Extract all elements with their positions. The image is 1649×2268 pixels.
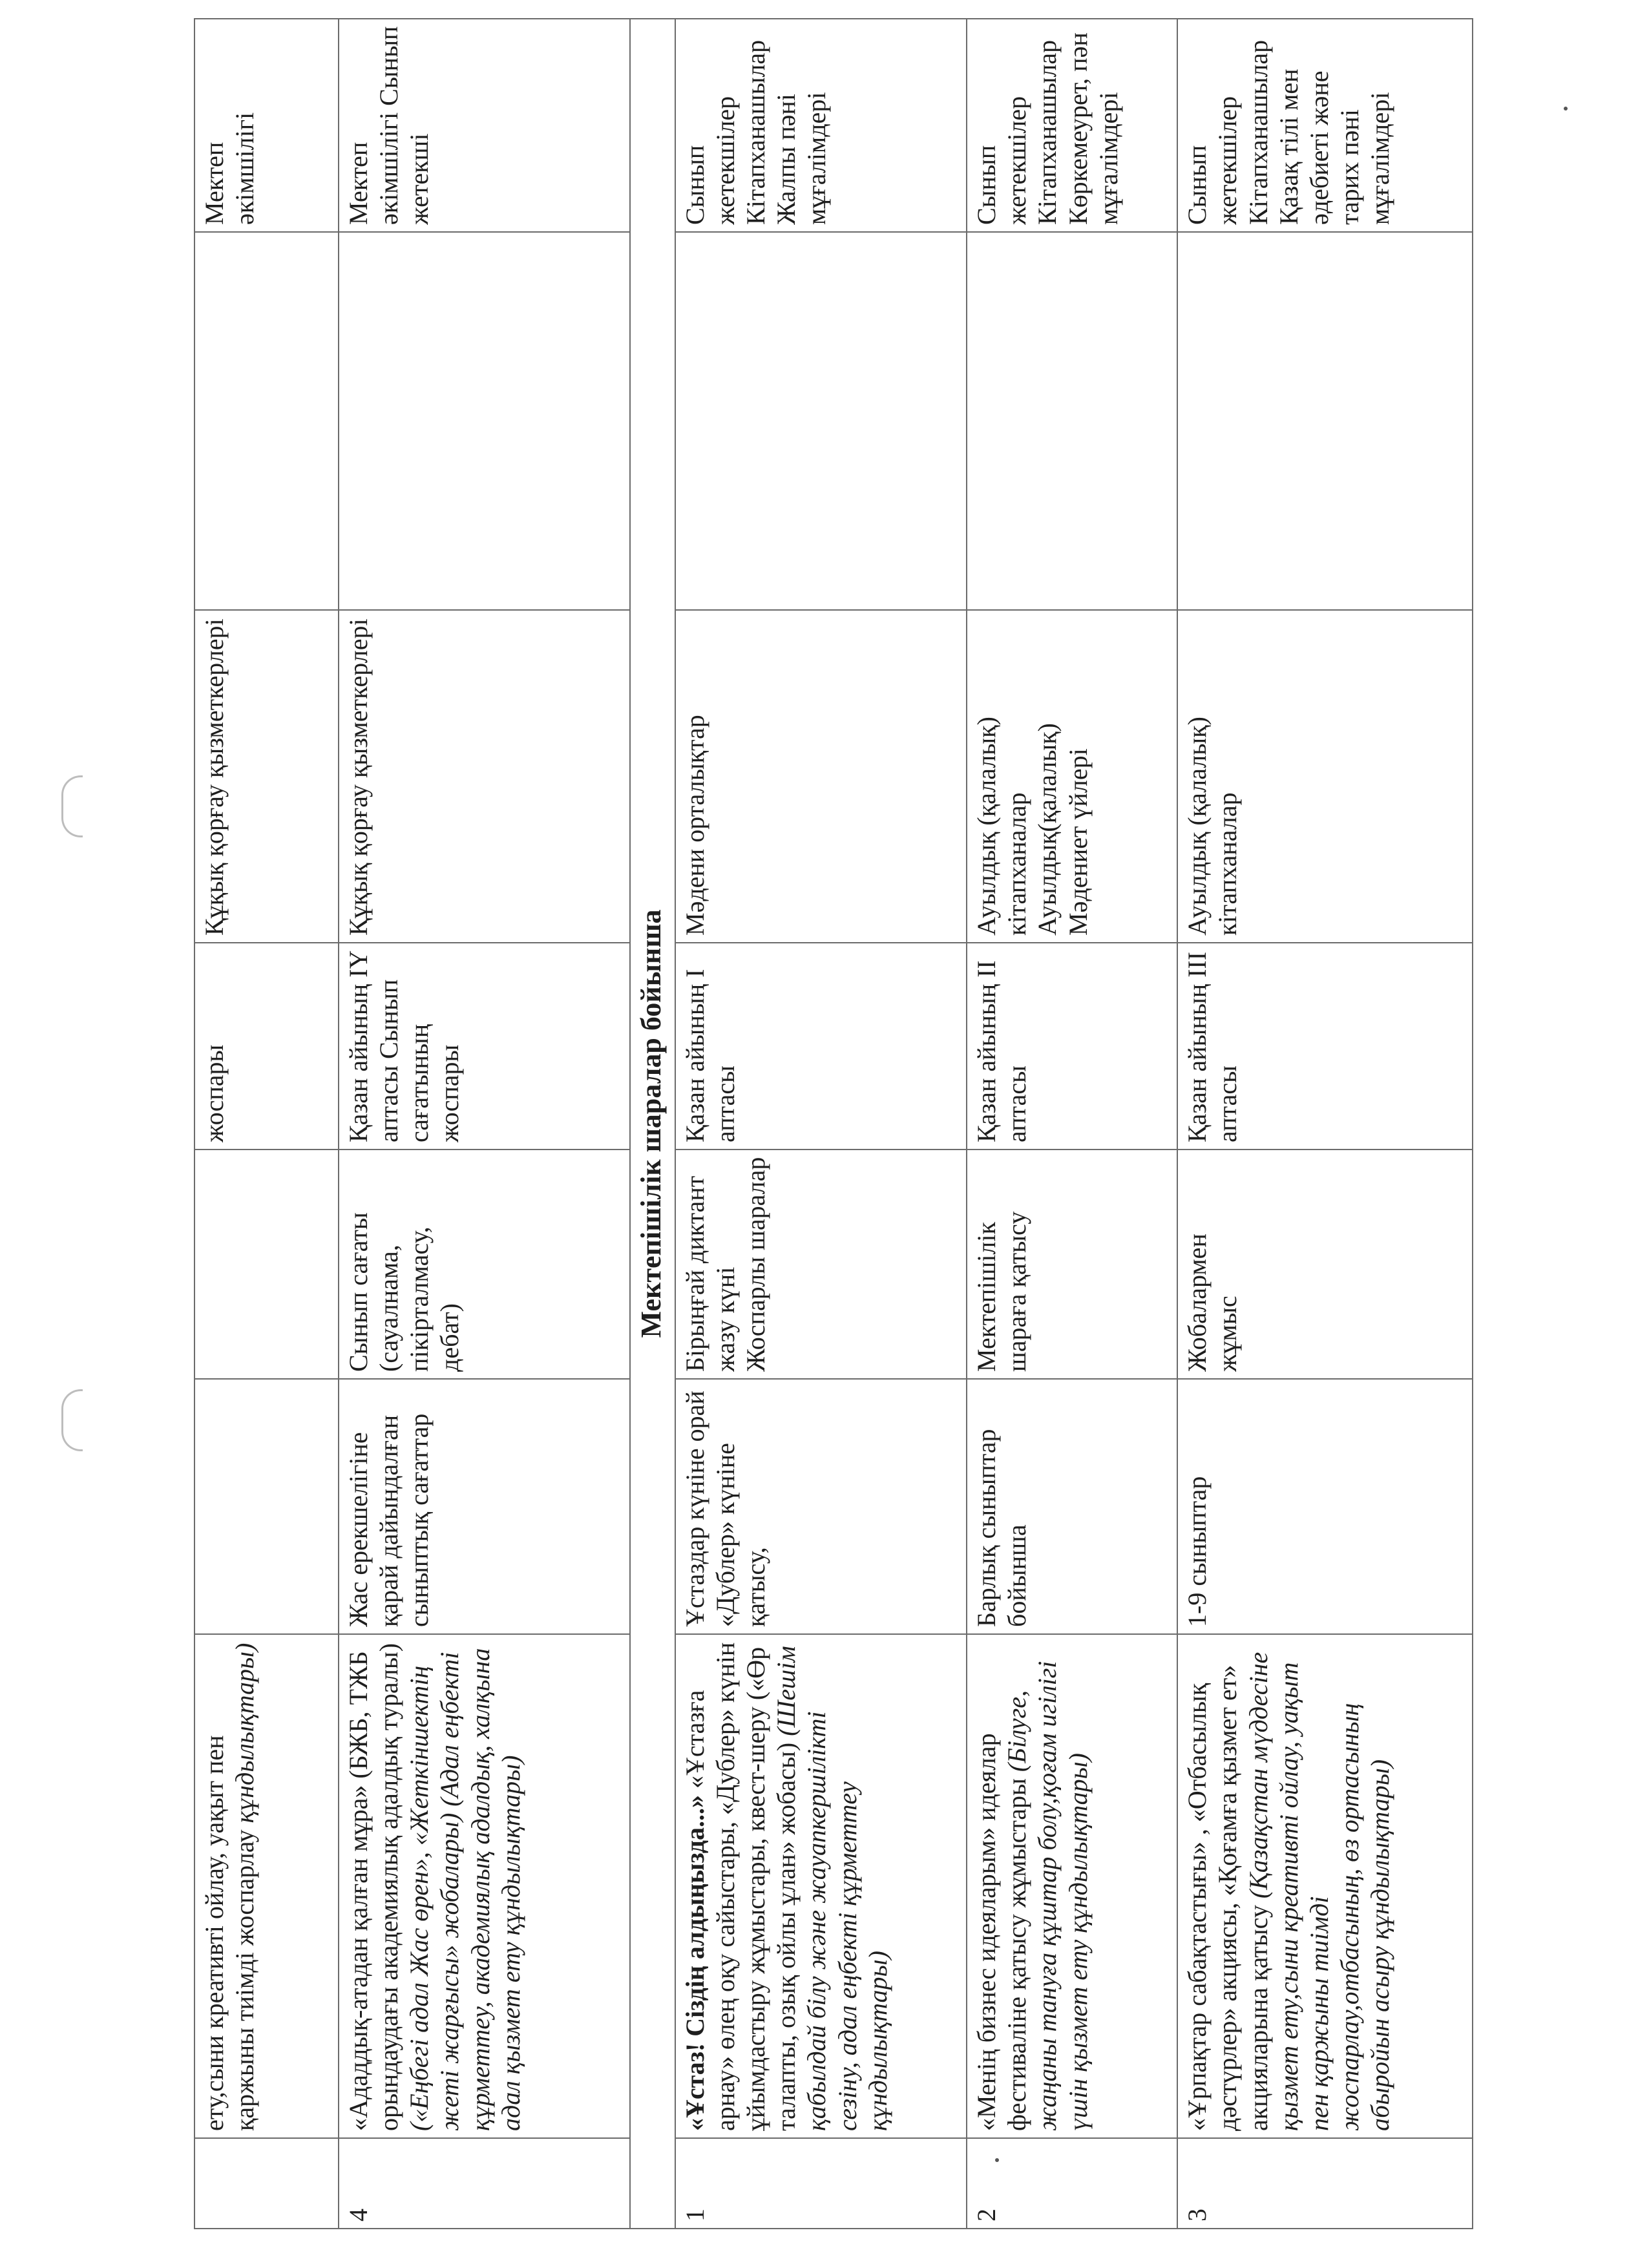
event-values: (Білуге, жаңаны тануға құштар болу,қоғам игілігі үшін қызмет ету құндылықтары) bbox=[1002, 1661, 1093, 2131]
binder-hole-mark bbox=[61, 775, 83, 837]
target-cell: Жас ерекшелігіне қарай дайындалған сыныптық сағаттар bbox=[339, 1379, 630, 1634]
table-row bbox=[194, 19, 339, 2229]
target-cell: Ұстаздар күніне орай «Дублер» күніне қатысу, bbox=[675, 1379, 967, 1634]
responsible-cell: Сынып жетекшілер Кітапханашылар Жалпы пәні мұғалімдері bbox=[675, 19, 967, 232]
time-cell: Қазан айының І аптасы bbox=[675, 943, 967, 1150]
responsible-cell: Мектеп әкімшілігі bbox=[194, 19, 339, 232]
form-cell: Жобалармен жұмыс bbox=[1177, 1150, 1473, 1379]
events-table bbox=[194, 18, 1473, 2229]
form-cell bbox=[194, 1150, 339, 1379]
scan-speck bbox=[1564, 107, 1568, 110]
target-cell: Барлық сыныптар бойынша bbox=[967, 1379, 1177, 1634]
time-cell: Қазан айының ІІІ аптасы bbox=[1177, 943, 1473, 1150]
event-text: «Ұрпақтар сабақтастығы» , «Отбасылық дәстүрлер» акциясы, «Қоғамға қызмет ет» акцияларына қатысу bbox=[1182, 1664, 1273, 2131]
row-number: 3 bbox=[1177, 2138, 1473, 2229]
table-row bbox=[967, 19, 1177, 2229]
time-cell: Қазан айының ІІ аптасы bbox=[967, 943, 1177, 1150]
event-cell bbox=[1177, 1634, 1473, 2138]
empty-cell bbox=[967, 232, 1177, 610]
section-row bbox=[630, 19, 675, 2229]
empty-cell bbox=[1177, 232, 1473, 610]
row-number: 2 bbox=[967, 2138, 1177, 2229]
table-row bbox=[1177, 19, 1473, 2229]
event-title: «Ұстаз! Сіздің алдыңызда...» bbox=[680, 1794, 709, 2131]
partner-cell: Құқық қорғау қызметкерлері bbox=[339, 610, 630, 943]
event-values: құндылықтары) bbox=[230, 1643, 260, 1823]
event-text: «Ұстазға арнау» өлең оқу сайыстары, «Дублер» күнін ұйымдастыру жұмыстары, квест-шеру («Өр талапты, озық ойлы ұлан» жобасы) bbox=[680, 1642, 801, 2131]
row-number: 4 bbox=[339, 2138, 630, 2229]
responsible-cell: Сынып жетекшілер Кітапханашылар Қазақ тілі мен әдебиеті және тарих пәні мұғалімдері bbox=[1177, 19, 1473, 232]
partner-cell: Құқық қорғау қызметкерлері bbox=[194, 610, 339, 943]
binder-hole-mark bbox=[61, 1389, 83, 1451]
event-cell bbox=[967, 1634, 1177, 2138]
table-row bbox=[339, 19, 630, 2229]
row-number: 1 bbox=[675, 2138, 967, 2229]
event-cell bbox=[675, 1634, 967, 2138]
rotated-page bbox=[194, 19, 1473, 2229]
partner-cell: Ауылдық (қалалық) кітапханалар bbox=[1177, 610, 1473, 943]
time-cell: жоспары bbox=[194, 943, 339, 1150]
scan-speck bbox=[995, 2158, 999, 2162]
event-text: ету,сыни креативті ойлау, уақыт пен қаржыны тиімді жоспарлау bbox=[200, 1735, 260, 2131]
row-number bbox=[194, 2138, 339, 2229]
empty-cell bbox=[675, 232, 967, 610]
partner-cell: Мәдени орталықтар bbox=[675, 610, 967, 943]
form-cell: Мектепішілік шараға қатысу bbox=[967, 1150, 1177, 1379]
event-text: «Ададдық-атадан қалған мұра» (БЖБ, ТЖБ орындаудағы академиялық адалдық туралы) bbox=[343, 1643, 404, 2131]
time-cell: Қазан айының IY аптасы Сынып сағатының жоспары bbox=[339, 943, 630, 1150]
table-row bbox=[675, 19, 967, 2229]
event-text: «Менің бизнес идеяларым» идеялар фестиваліне қатысу жұмыстары bbox=[972, 1733, 1032, 2131]
responsible-cell: Мектеп әкімшілігі Сынып жетекші bbox=[339, 19, 630, 232]
event-values: (Қазақстан мүддесіне қызмет ету,сыни креативті ойлау, уақыт пен қаржыны тиімді жоспарлау,отбасының, өз ортасының абыройын асыру құндылықтары) bbox=[1243, 1652, 1395, 2131]
empty-cell bbox=[194, 232, 339, 610]
form-cell: Сынып сағаты (сауалнама, пікірталмасу, дебат) bbox=[339, 1150, 630, 1379]
partner-cell: Ауылдық (қалалық) кітапханалар Ауылдық(қалалық) Мәдениет үйлері bbox=[967, 610, 1177, 943]
responsible-cell: Сынып жетекшілер Кітапханашылар Көркемеурет, пән мұғалімдері bbox=[967, 19, 1177, 232]
target-cell: 1-9 сыныптар bbox=[1177, 1379, 1473, 1634]
event-cell bbox=[339, 1634, 630, 2138]
event-values: («Еңбегі адал Жас өрен», «Жеткіншектің жеті жарғысы» жобалары) (Адал еңбекті құрметтеу, академиялық адалдық, халқына адал қызмет ету құндылықтары) bbox=[404, 1648, 525, 2131]
empty-cell bbox=[339, 232, 630, 610]
form-cell: Бірыңғай диктант жазу күні Жоспарлы шаралар bbox=[675, 1150, 967, 1379]
section-heading: Мектепішілік шаралар бойынша bbox=[630, 19, 675, 2229]
event-values: (Шешім қабылдай білу және жауапкершілікті сезіну, адал еңбекті құрметтеу құндылықтары) bbox=[772, 1646, 892, 2131]
target-cell bbox=[194, 1379, 339, 1634]
event-cell bbox=[194, 1634, 339, 2138]
